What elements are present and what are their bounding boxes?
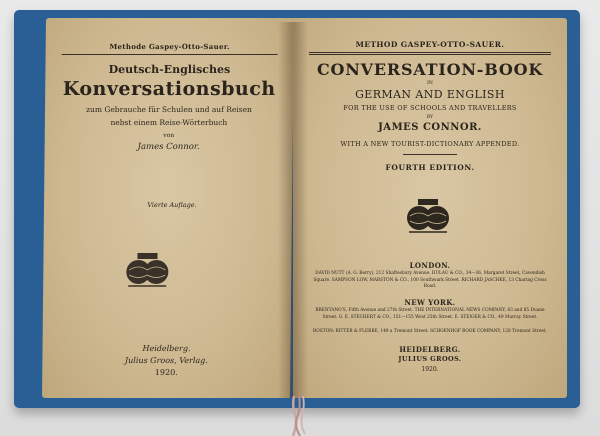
right-boston-agents: BOSTON: RITTER & FLEBBE, 149 a Tremont Street. SCHOENHOF BOOK COMPANY, 128 Tremont Street. xyxy=(313,329,547,334)
right-by: BY xyxy=(426,115,434,120)
right-in: IN xyxy=(427,81,433,86)
left-year: 1920. xyxy=(154,368,178,377)
left-publisher-city: Heidelberg. xyxy=(142,344,191,353)
left-series-header: Methode Gaspey-Otto-Sauer. xyxy=(109,42,230,51)
right-london-label: LONDON. xyxy=(409,261,451,270)
right-title: CONVERSATION-BOOK xyxy=(316,60,544,79)
right-header-rule xyxy=(309,52,551,55)
right-page xyxy=(293,18,567,398)
right-year: 1920. xyxy=(421,366,439,373)
left-header-rule xyxy=(62,54,278,55)
right-dictionary-note: WITH A NEW TOURIST-DICTIONARY APPENDED. xyxy=(340,140,520,148)
left-globe-emblem-icon xyxy=(123,250,171,290)
left-publisher-name: Julius Groos, Verlag. xyxy=(124,356,208,365)
right-edition: FOURTH EDITION. xyxy=(385,163,475,172)
left-author: James Connor. xyxy=(137,142,200,152)
right-newyork-label: NEW YORK. xyxy=(404,298,456,307)
left-subtitle-line1: zum Gebrauche für Schulen und auf Reisen xyxy=(86,105,252,114)
right-heidelberg-label: HEIDELBERG. xyxy=(399,345,461,354)
right-series-header: METHOD GASPEY-OTTO-SAUER. xyxy=(355,40,505,49)
left-page xyxy=(42,18,294,398)
left-subtitle-line2: nebst einem Reise-Wörterbuch xyxy=(110,118,228,127)
right-london-agents: DAVID NUTT (A. G. Berry), 212 Shaftesbury Avenue. DULAU & CO., 34—36, Margaret Street, Cavendish Square. SAMPSON LOW, MARSTON & CO., 100 Southwark Street. RICHARD JASCHKE, 13 Charing Cross Road. xyxy=(313,271,547,289)
right-newyork-agents: BRENTANO'S, Fifth Avenue and 27th Street. THE INTERNATIONAL NEWS COMPANY, 83 and 85 Duane Street. G. E. STECHERT & CO., 151—155 West 25th Street. E. STEIGER & CO., 49 Murray Street. xyxy=(315,308,545,320)
ribbon-bookmark-icon xyxy=(286,396,312,436)
right-globe-emblem-icon xyxy=(404,196,452,236)
left-title-line1: Deutsch-Englisches xyxy=(108,63,231,76)
right-author: JAMES CONNOR. xyxy=(378,122,482,133)
right-publisher: JULIUS GROOS. xyxy=(398,355,462,363)
left-title-line2: Konversationsbuch xyxy=(62,78,276,100)
right-languages: GERMAN AND ENGLISH xyxy=(355,88,505,101)
left-by: von xyxy=(163,132,175,139)
right-divider xyxy=(403,154,457,155)
left-edition: Vierte Auflage. xyxy=(147,201,197,209)
right-purpose: FOR THE USE OF SCHOOLS AND TRAVELLERS xyxy=(343,104,517,112)
